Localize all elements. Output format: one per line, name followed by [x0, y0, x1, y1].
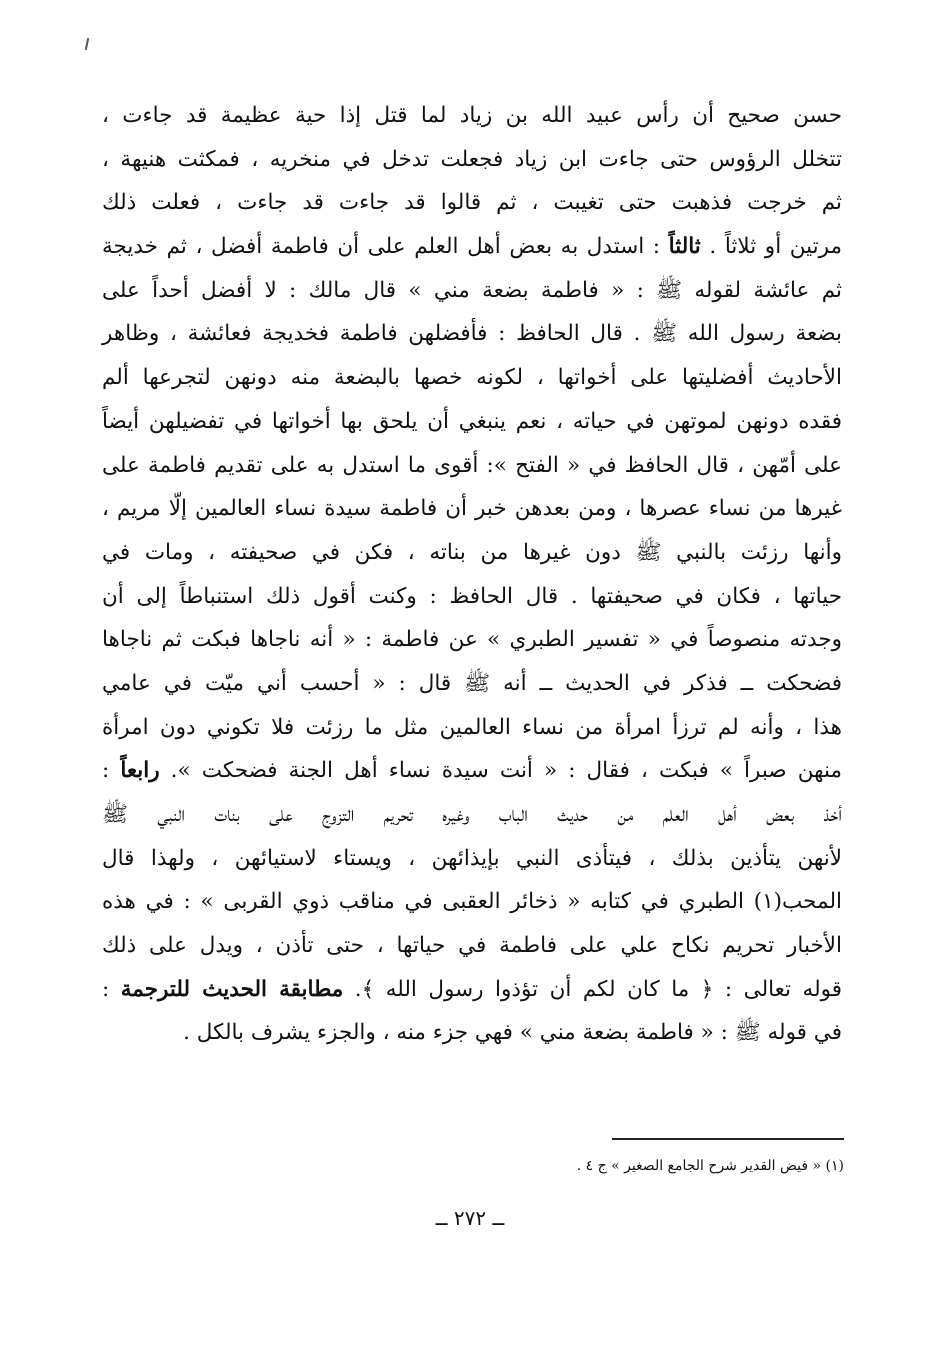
bold-heading: ثالثاً [668, 234, 701, 260]
text-run: المحب(١) الطبري في كتابه « ذخائر العقبى في مناقب ذوي القربى » : في هذه [102, 889, 842, 915]
text-line [102, 662, 842, 706]
text-line [102, 181, 842, 225]
text-line [102, 1011, 842, 1055]
footnote-separator [612, 1138, 844, 1140]
text-run: تتخلل الرؤوس حتى جاءت ابن زياد فجعلت تدخل في منخريه ، فمكثت هنيهة ، [102, 146, 842, 172]
text-line [102, 924, 842, 968]
text-line [102, 749, 842, 793]
main-text [102, 94, 842, 1055]
text-line [102, 400, 842, 444]
text-run: فقده دونهن لموتهن في حياته ، نعم ينبغي أن يلحق بها أخواتها في تفضيلهن أيضاً [102, 408, 842, 434]
text-run: على أمّهن ، قال الحافظ في « الفتح »: أقوى ما استدل به على تقديم فاطمة على [102, 452, 842, 478]
bold-heading: مطابقة الحديث للترجمة [120, 976, 344, 1002]
text-run: ثم خرجت فذهبت حتى تغيبت ، ثم قالوا قد جاءت قد جاءت ، فعلت ذلك [102, 190, 842, 216]
text-run: غيرها من نساء عصرها ، ومن بعدهن خبر أن فاطمة سيدة نساء العالمين إلّا مريم ، [102, 496, 842, 522]
text-line [102, 706, 842, 750]
footnote: (١) « فيض القدير شرح الجامع الصغير » ج ٤ . [576, 1158, 844, 1174]
text-line [102, 575, 842, 619]
text-line [102, 225, 842, 269]
text-run: : استدل به بعض أهل العلم على أن فاطمة أفضل ، ثم خديجة [102, 234, 669, 260]
text-line [102, 138, 842, 182]
text-run: ثم عائشة لقوله ﷺ : « فاطمة بضعة مني » قال مالك : لا أفضل أحداً على [102, 277, 842, 303]
text-line [102, 94, 842, 138]
text-line [102, 487, 842, 531]
text-run: أخذ بعض أهل العلم من حديث الباب وغيره تحريم التزوج على بنات النبي ﷺ [102, 802, 842, 827]
bold-heading: رابعاً [120, 758, 160, 784]
text-run: قوله تعالى : ﴿ ما كان لكم أن تؤذوا رسول الله ﴾. [343, 976, 843, 1002]
text-run: هذا ، وأنه لم ترزأ امرأة من نساء العالمين مثل ما رزئت فلا تكوني دون امرأة [102, 714, 842, 740]
text-run: مرتين أو ثلاثاً . [700, 234, 842, 260]
text-run: فضحكت ــ فذكر في الحديث ــ أنه ﷺ قال : « أحسب أني ميّت في عامي [102, 670, 842, 696]
text-run: في قوله ﷺ : « فاطمة بضعة مني » فهي جزء منه ، والجزء يشرف بالكل . [183, 1020, 842, 1046]
text-run: وجدته منصوصاً في « تفسير الطبري » عن فاطمة : « أنه ناجاها فبكت ثم ناجاها [102, 627, 842, 653]
text-line [102, 312, 842, 356]
text-line [102, 269, 842, 313]
text-line [102, 444, 842, 488]
text-run: حياتها ، فكان في صحيفتها . قال الحافظ : وكنت أقول ذلك استنباطاً إلى أن [102, 583, 842, 609]
text-run: وأنها رزئت بالنبي ﷺ دون غيرها من بناته ، فكن في صحيفته ، ومات في [102, 539, 842, 565]
text-line [102, 618, 842, 662]
text-run: : [102, 976, 121, 1002]
text-run: الأحاديث أفضليتها على أخواتها ، لكونه خصها بالبضعة منه دونهن لتجرعها ألم [102, 365, 842, 391]
text-line [102, 880, 842, 924]
text-run: حسن صحيح أن رأس عبيد الله بن زياد لما قتل إذا حية عظيمة قد جاءت ، [102, 103, 842, 128]
text-run: : [102, 758, 121, 784]
text-line [102, 968, 842, 1012]
page-number: ــ ٢٧٢ ــ [435, 1206, 505, 1230]
text-line [102, 356, 842, 400]
stray-ink-mark [85, 38, 89, 50]
text-run: الأخبار تحريم نكاح علي على فاطمة في حياتها ، حتى تأذن ، ويدل على ذلك [102, 933, 842, 959]
text-line [102, 793, 842, 837]
text-line [102, 837, 842, 881]
text-run: منهن صبراً » فبكت ، فقال : « أنت سيدة نساء أهل الجنة فضحكت ». [159, 758, 842, 784]
text-run: بضعة رسول الله ﷺ . قال الحافظ : فأفضلهن فاطمة فخديجة فعائشة ، وظاهر [102, 321, 842, 347]
text-line [102, 531, 842, 575]
text-run: لأنهن يتأذين بذلك ، فيتأذى النبي بإيذائهن ، ويستاء لاستيائهن ، ولهذا قال [102, 845, 842, 871]
